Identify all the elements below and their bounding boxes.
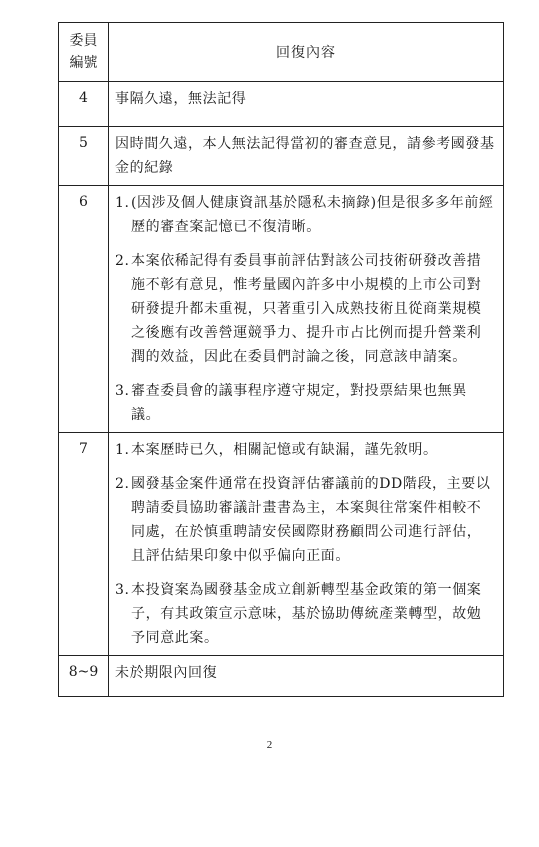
reply-item [115,191,495,239]
reply-content [109,82,504,127]
reply-table [58,22,504,697]
reply-item-marker: 1. [115,195,130,211]
reply-item-text: (因涉及個人健康資訊基於隱私未摘錄)但是很多多年前經歷的審查案記憶已不復清晰。 [131,195,494,235]
reply-item [115,472,495,568]
header-member-number-line1: 委員 [69,33,98,49]
reply-item-marker: 1. [115,442,130,458]
reply-item-text: 事隔久遠，無法記得 [115,91,247,107]
reply-item [115,249,495,369]
table-row [59,127,504,186]
table-row [59,82,504,127]
table-header-row [59,23,504,82]
reply-content [109,186,504,433]
reply-item-text: 國發基金案件通常在投資評估審議前的DD階段，主要以聘請委員協助審議計畫書為主，本案與往常案件相較不同處，在於慎重聘請安侯國際財務顧問公司進行評估，且評估結果印象中似乎偏向正面。 [131,476,491,564]
reply-item-text: 本案歷時已久，相關記憶或有缺漏，謹先敘明。 [131,442,438,458]
reply-content [109,127,504,186]
reply-item-text: 因時間久遠，本人無法記得當初的審查意見，請參考國發基金的紀錄 [115,136,495,176]
reply-item [115,379,495,427]
reply-item-text: 審查委員會的議事程序遵守規定，對投票結果也無異議。 [131,383,467,423]
page-number: 2 [266,739,273,751]
member-number: 4 [59,82,109,127]
reply-item-marker: 2. [115,476,130,492]
member-number: 6 [59,186,109,433]
header-reply-content: 回復內容 [109,23,504,82]
reply-content [109,656,504,697]
table-row [59,656,504,697]
reply-item [115,578,495,650]
reply-item-text: 本投資案為國發基金成立創新轉型基金政策的第一個案子，有其政策宣示意味，基於協助傳統產業轉型，故勉予同意此案。 [131,582,482,646]
header-member-number [59,23,109,82]
reply-item-text: 本案依稀記得有委員事前評估對該公司技術研發改善措施不彰有意見，惟考量國內許多中小規模的上市公司對研發提升都未重視，只著重引入成熟技術且從商業規模之後應有改善營運競爭力、提升市占比例而提升營業利潤的效益，因此在委員們討論之後，同意該申請案。 [131,253,482,365]
member-number: 8~9 [59,656,109,697]
reply-item-marker: 2. [115,253,130,269]
table-row [59,186,504,433]
member-number: 5 [59,127,109,186]
reply-item [115,661,495,685]
reply-item-text: 未於期限內回復 [115,665,218,681]
header-member-number-line2: 編號 [69,55,98,71]
reply-item [115,87,495,111]
reply-item [115,132,495,180]
table-row [59,433,504,656]
reply-item-marker: 3. [115,383,130,399]
reply-item-marker: 3. [115,582,130,598]
reply-item [115,438,495,462]
reply-content [109,433,504,656]
member-number: 7 [59,433,109,656]
